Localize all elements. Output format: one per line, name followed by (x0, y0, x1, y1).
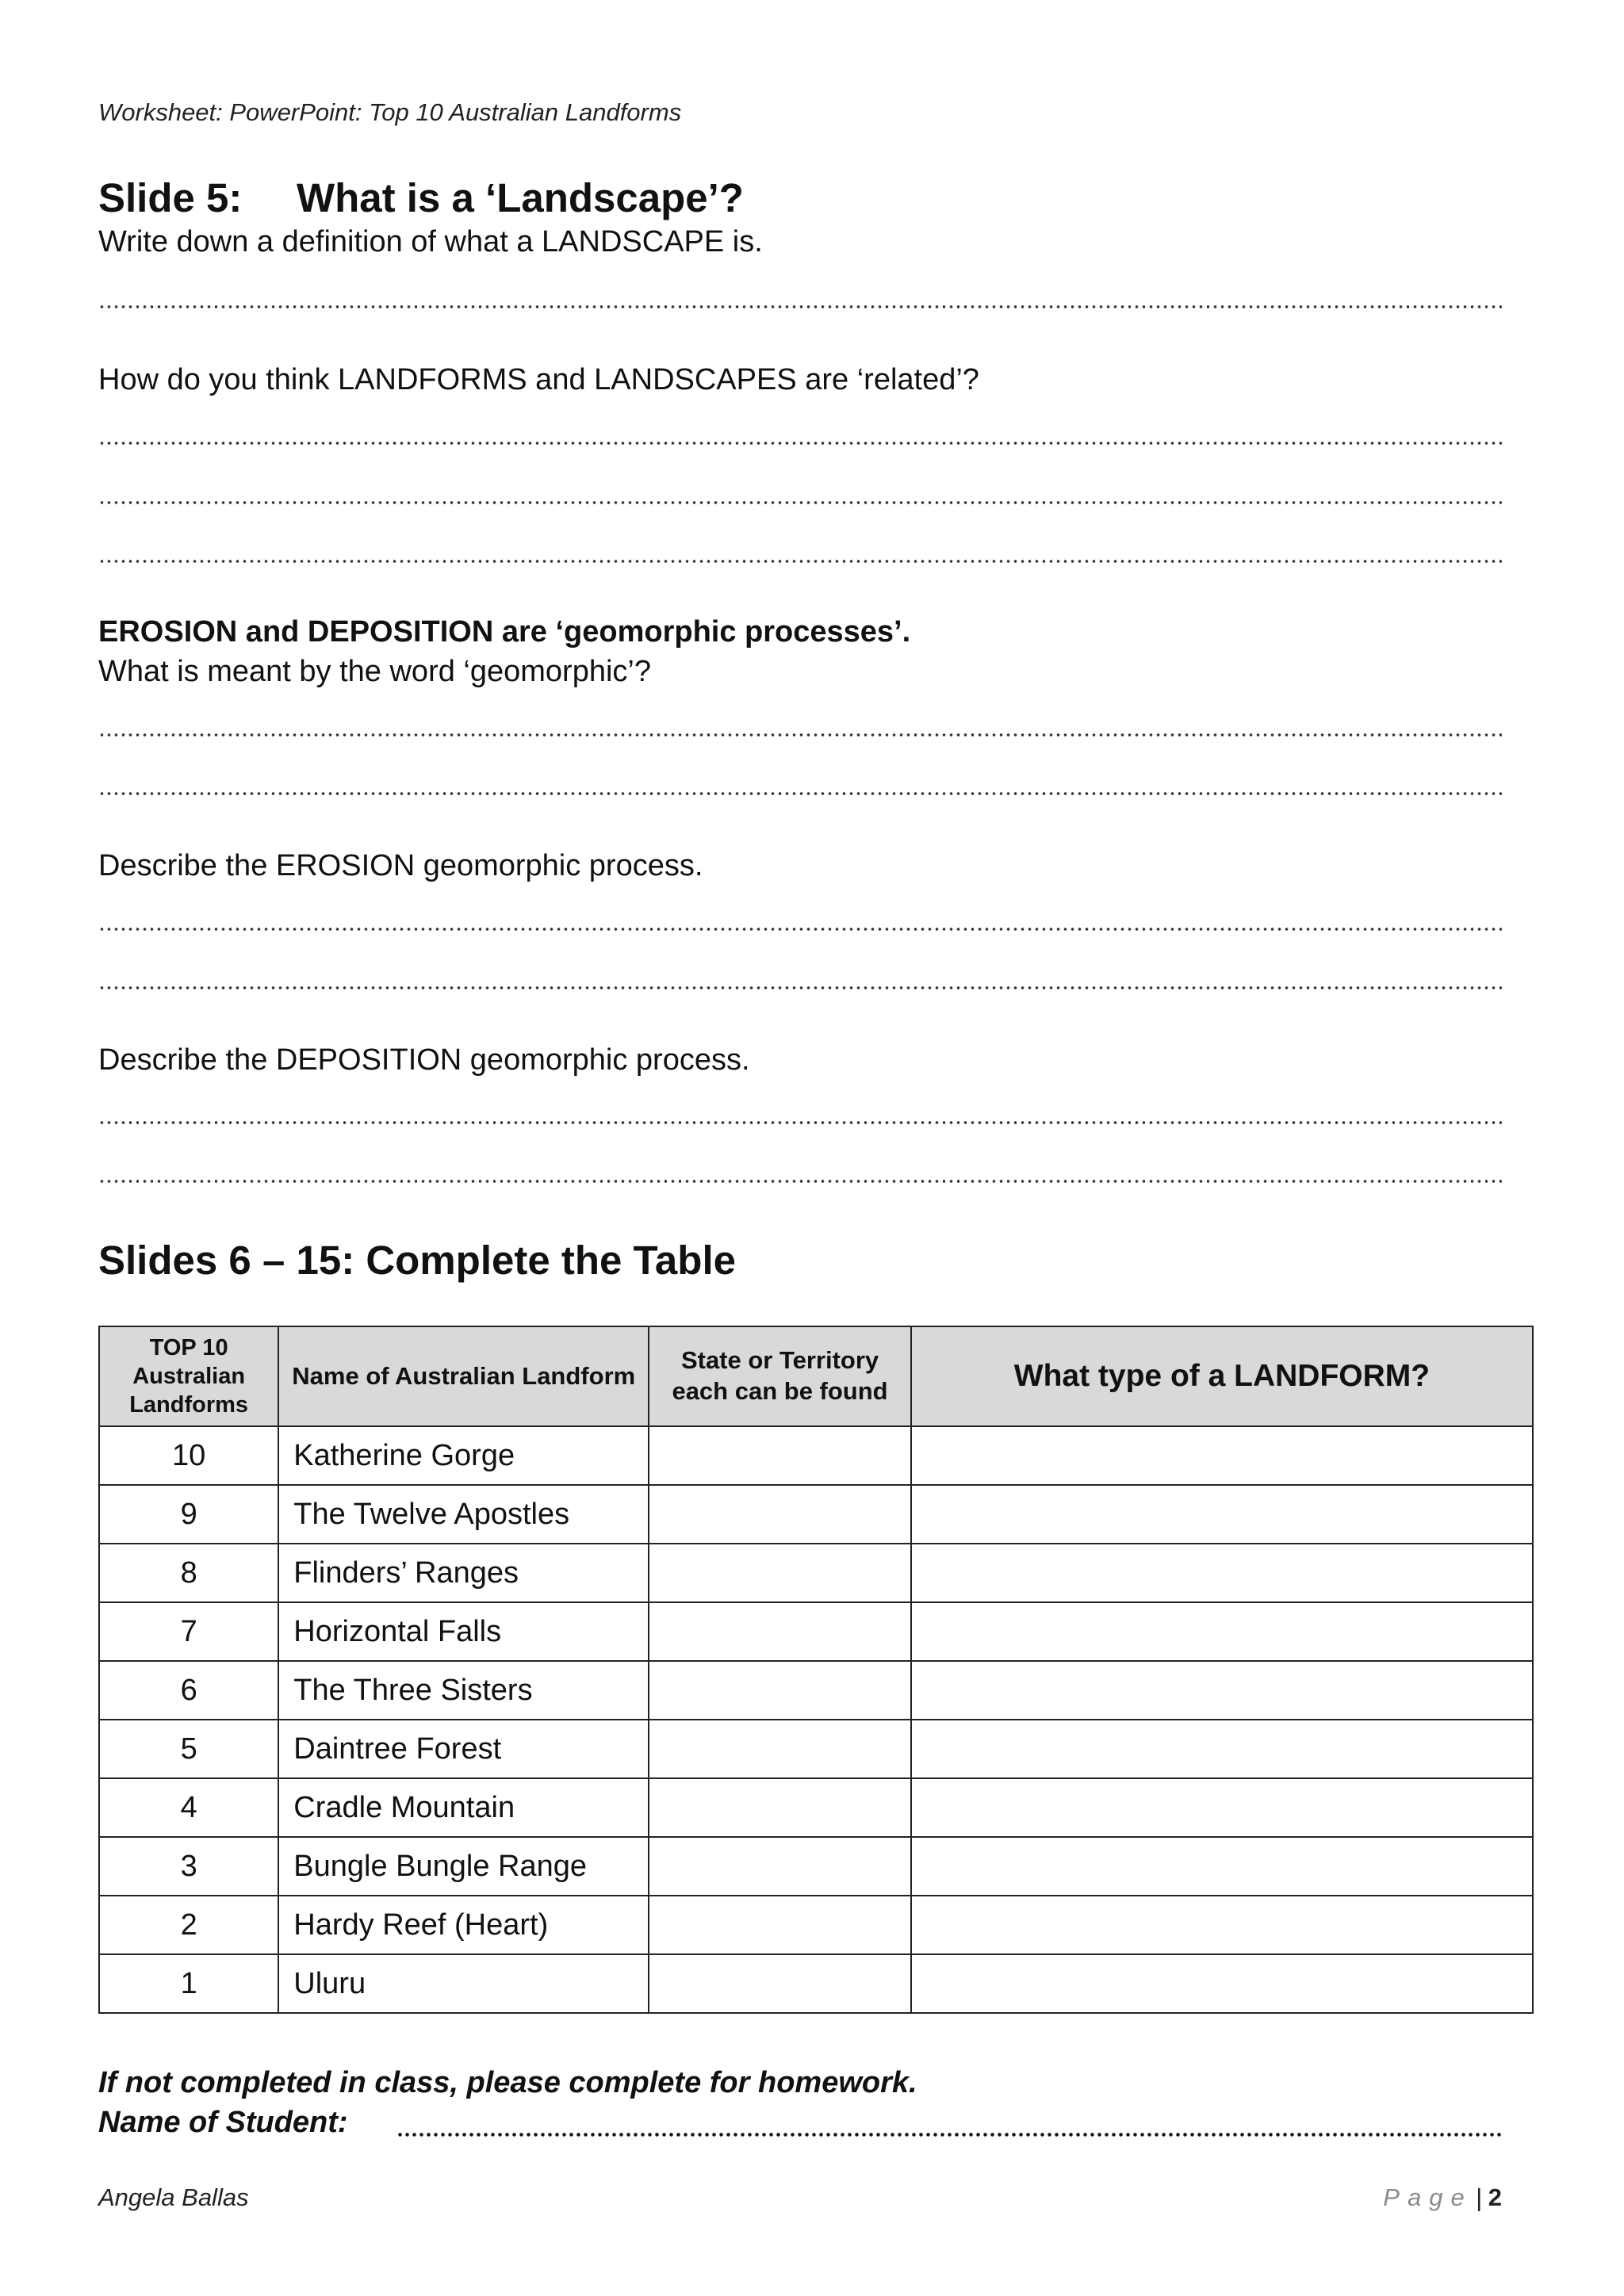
type-answer-cell[interactable] (911, 1426, 1533, 1485)
state-answer-cell[interactable] (649, 1661, 911, 1720)
answer-line[interactable] (98, 441, 1502, 446)
header-top10: TOP 10 Australian Landforms (99, 1326, 278, 1426)
author-name: Angela Ballas (98, 2183, 249, 2211)
state-answer-cell[interactable] (649, 1778, 911, 1837)
state-answer-cell[interactable] (649, 1954, 911, 2013)
header-state-territory: State or Territory each can be found (649, 1326, 911, 1426)
question-landscape-definition: Write down a definition of what a LANDSCAPE is. (98, 225, 763, 258)
table-row (99, 1837, 1533, 1896)
table-row (99, 1778, 1533, 1837)
table-row (99, 1896, 1533, 1954)
type-answer-cell[interactable] (911, 1954, 1533, 2013)
rank-cell: 9 (99, 1485, 278, 1544)
type-answer-cell[interactable] (911, 1661, 1533, 1720)
table-row (99, 1661, 1533, 1720)
student-name-label: Name of Student: (98, 2106, 348, 2139)
landforms-table-container (98, 1326, 1534, 2014)
table-row (99, 1954, 1533, 2013)
state-answer-cell[interactable] (649, 1602, 911, 1661)
landform-name-cell: Bungle Bungle Range (278, 1837, 649, 1896)
rank-cell: 6 (99, 1661, 278, 1720)
answer-line[interactable] (98, 304, 1502, 309)
landform-name-cell: Cradle Mountain (278, 1778, 649, 1837)
answer-line[interactable] (98, 1120, 1502, 1125)
type-answer-cell[interactable] (911, 1720, 1533, 1778)
table-row (99, 1602, 1533, 1661)
question-deposition: Describe the DEPOSITION geomorphic process. (98, 1043, 750, 1077)
state-answer-cell[interactable] (649, 1426, 911, 1485)
document-header: Worksheet: PowerPoint: Top 10 Australian Landforms (98, 98, 682, 126)
landform-name-cell: Daintree Forest (278, 1720, 649, 1778)
landform-name-cell: Hardy Reef (Heart) (278, 1896, 649, 1954)
student-name-line[interactable] (396, 2132, 1502, 2137)
page-label: Page (1383, 2183, 1473, 2211)
question-erosion: Describe the EROSION geomorphic process. (98, 849, 703, 882)
page-number-block (1383, 2183, 1502, 2212)
landforms-table (98, 1326, 1534, 2014)
answer-line[interactable] (98, 1179, 1502, 1184)
header-landform-name: Name of Australian Landform (278, 1326, 649, 1426)
question-geomorphic: What is meant by the word ‘geomorphic’? (98, 655, 651, 688)
type-answer-cell[interactable] (911, 1544, 1533, 1602)
type-answer-cell[interactable] (911, 1778, 1533, 1837)
rank-cell: 1 (99, 1954, 278, 2013)
header-landform-type: What type of a LANDFORM? (911, 1326, 1533, 1426)
state-answer-cell[interactable] (649, 1485, 911, 1544)
state-answer-cell[interactable] (649, 1544, 911, 1602)
answer-line[interactable] (98, 927, 1502, 932)
type-answer-cell[interactable] (911, 1837, 1533, 1896)
landform-name-cell: Katherine Gorge (278, 1426, 649, 1485)
answer-line[interactable] (98, 500, 1502, 505)
rank-cell: 3 (99, 1837, 278, 1896)
type-answer-cell[interactable] (911, 1485, 1533, 1544)
answer-line[interactable] (98, 985, 1502, 990)
landform-name-cell: The Twelve Apostles (278, 1485, 649, 1544)
landform-name-cell: Flinders’ Ranges (278, 1544, 649, 1602)
state-answer-cell[interactable] (649, 1896, 911, 1954)
state-answer-cell[interactable] (649, 1720, 911, 1778)
rank-cell: 10 (99, 1426, 278, 1485)
question-landforms-landscapes: How do you think LANDFORMS and LANDSCAPES are ‘related’? (98, 363, 979, 396)
landform-name-cell: The Three Sisters (278, 1661, 649, 1720)
type-answer-cell[interactable] (911, 1602, 1533, 1661)
landform-name-cell: Uluru (278, 1954, 649, 2013)
table-row (99, 1426, 1533, 1485)
type-answer-cell[interactable] (911, 1896, 1533, 1954)
homework-note: If not completed in class, please complete for homework. (98, 2066, 917, 2099)
rank-cell: 4 (99, 1778, 278, 1837)
table-row (99, 1485, 1533, 1544)
answer-line[interactable] (98, 733, 1502, 737)
landform-name-cell: Horizontal Falls (278, 1602, 649, 1661)
table-header-row (99, 1326, 1533, 1426)
rank-cell: 2 (99, 1896, 278, 1954)
answer-line[interactable] (98, 559, 1502, 564)
worksheet-page (98, 0, 1534, 2296)
rank-cell: 7 (99, 1602, 278, 1661)
geomorphic-statement: EROSION and DEPOSITION are ‘geomorphic processes’. (98, 615, 911, 649)
answer-line[interactable] (98, 791, 1502, 796)
slide5-number: Slide 5: (98, 175, 243, 220)
slides6-15-heading: Slides 6 – 15: Complete the Table (98, 1238, 736, 1283)
rank-cell: 5 (99, 1720, 278, 1778)
table-row (99, 1720, 1533, 1778)
page-number: 2 (1488, 2183, 1502, 2211)
slide5-title: What is a ‘Landscape’? (297, 175, 744, 220)
state-answer-cell[interactable] (649, 1837, 911, 1896)
rank-cell: 8 (99, 1544, 278, 1602)
slide5-heading (98, 174, 744, 221)
table-row (99, 1544, 1533, 1602)
page-separator: | (1475, 2183, 1482, 2211)
